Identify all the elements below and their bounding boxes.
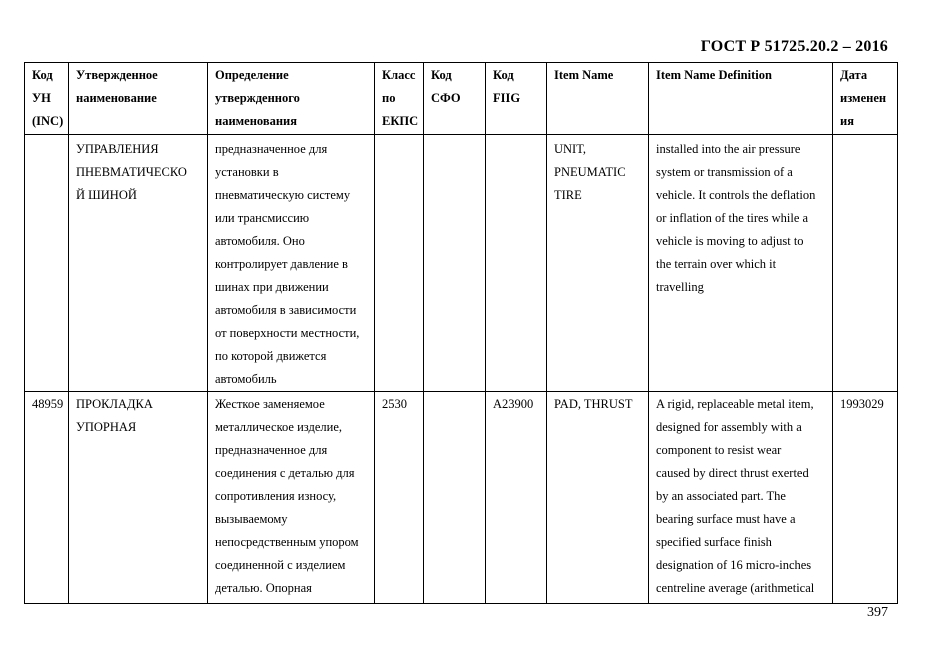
cell-approved-name [69, 392, 208, 604]
header-sfo [424, 63, 486, 135]
cell-fiig [486, 135, 547, 392]
text-line: по [382, 91, 396, 105]
header-definition-ru [208, 63, 375, 135]
text-line: installed into the air pressure [656, 142, 801, 156]
cell-fiig [486, 392, 547, 604]
text-line: непосредственным упором [215, 535, 359, 549]
text-line: ПРОКЛАДКА [76, 397, 153, 411]
cell-ekps [375, 135, 424, 392]
header-inc [25, 63, 69, 135]
text-line: утвержденного [215, 91, 300, 105]
text-line: Дата [840, 68, 868, 82]
cell-definition-en [649, 392, 833, 604]
text-line: УПРАВЛЕНИЯ [76, 142, 159, 156]
header-approved-name [69, 63, 208, 135]
text-line: PAD, THRUST [554, 397, 633, 411]
text-line: УПОРНАЯ [76, 420, 137, 434]
table-header-row [25, 63, 898, 135]
text-line: component to resist wear [656, 443, 782, 457]
text-line: ПНЕВМАТИЧЕСКО [76, 165, 187, 179]
text-line: изменен [840, 91, 887, 105]
text-line: the terrain over which it [656, 257, 777, 271]
cell-sfo [424, 135, 486, 392]
text-line: (INC) [32, 114, 64, 128]
text-line: specified surface finish [656, 535, 772, 549]
text-line: by an associated part. The [656, 489, 786, 503]
text-line: UNIT, [554, 142, 587, 156]
text-line: контролирует давление в [215, 257, 348, 271]
cell-item-name [547, 135, 649, 392]
text-line: или трансмиссию [215, 211, 310, 225]
text-line: Класс [382, 68, 416, 82]
text-line: вызываемому [215, 512, 288, 526]
text-line: Определение [215, 68, 289, 82]
text-line: СФО [431, 91, 461, 105]
cell-change-date [833, 392, 898, 604]
cell-inc [25, 392, 69, 604]
text-line: TIRE [554, 188, 582, 202]
text-line: от поверхности местности, [215, 326, 360, 340]
text-line: Й ШИНОЙ [76, 188, 137, 202]
header-ekps [375, 63, 424, 135]
header-item-name [547, 63, 649, 135]
text-line: ия [840, 114, 854, 128]
header-fiig [486, 63, 547, 135]
cell-approved-name [69, 135, 208, 392]
text-line: FIIG [493, 91, 521, 105]
cell-definition-ru [208, 135, 375, 392]
text-line: Код [32, 68, 53, 82]
text-line: system or transmission of a [656, 165, 793, 179]
text-line: соединения с деталью для [215, 466, 355, 480]
text-line: bearing surface must have a [656, 512, 796, 526]
cell-sfo [424, 392, 486, 604]
text-line: designed for assembly with a [656, 420, 802, 434]
text-line: Код [493, 68, 514, 82]
cell-inc [25, 135, 69, 392]
text-line: PNEUMATIC [554, 165, 626, 179]
cell-change-date [833, 135, 898, 392]
text-line: centreline average (arithmetical [656, 581, 815, 595]
text-line: vehicle. It controls the deflation [656, 188, 816, 202]
text-line: автомобиль [215, 372, 277, 386]
text-line: соединенной с изделием [215, 558, 346, 572]
text-line: установки в [215, 165, 279, 179]
table-row [25, 135, 898, 392]
text-line: деталью. Опорная [215, 581, 312, 595]
standard-code-header: ГОСТ Р 51725.20.2 – 2016 [700, 38, 888, 55]
cell-item-name [547, 392, 649, 604]
cell-ekps [375, 392, 424, 604]
text-line: металлическое изделие, [215, 420, 343, 434]
cell-definition-ru [208, 392, 375, 604]
text-line: наименование [76, 91, 157, 105]
text-line: Item Name Definition [656, 68, 772, 82]
text-line: ЕКПС [382, 114, 419, 128]
text-line: caused by direct thrust exerted [656, 466, 809, 480]
item-name-table [24, 62, 898, 604]
text-line: Утвержденное [76, 68, 158, 82]
text-line: vehicle is moving to adjust to [656, 234, 804, 248]
text-line: Жесткое заменяемое [215, 397, 325, 411]
text-line: 1993029 [840, 397, 884, 411]
text-line: пневматическую систему [215, 188, 351, 202]
text-line: Код [431, 68, 452, 82]
table-row [25, 392, 898, 604]
text-line: по которой движется [215, 349, 327, 363]
text-line: предназначенное для [215, 443, 328, 457]
text-line: шинах при движении [215, 280, 329, 294]
text-line: or inflation of the tires while a [656, 211, 809, 225]
text-line: Item Name [554, 68, 614, 82]
text-line: 2530 [382, 397, 407, 411]
text-line: A23900 [493, 397, 534, 411]
cell-definition-en [649, 135, 833, 392]
text-line: автомобиля. Оно [215, 234, 305, 248]
text-line: travelling [656, 280, 704, 294]
header-change-date [833, 63, 898, 135]
text-line: 48959 [32, 397, 64, 411]
text-line: предназначенное для [215, 142, 328, 156]
text-line: наименования [215, 114, 298, 128]
header-definition-en [649, 63, 833, 135]
text-line: сопротивления износу, [215, 489, 337, 503]
text-line: A rigid, replaceable metal item, [656, 397, 814, 411]
text-line: УН [32, 91, 51, 105]
page-number: 397 [867, 605, 888, 620]
text-line: designation of 16 micro-inches [656, 558, 812, 572]
text-line: автомобиля в зависимости [215, 303, 357, 317]
